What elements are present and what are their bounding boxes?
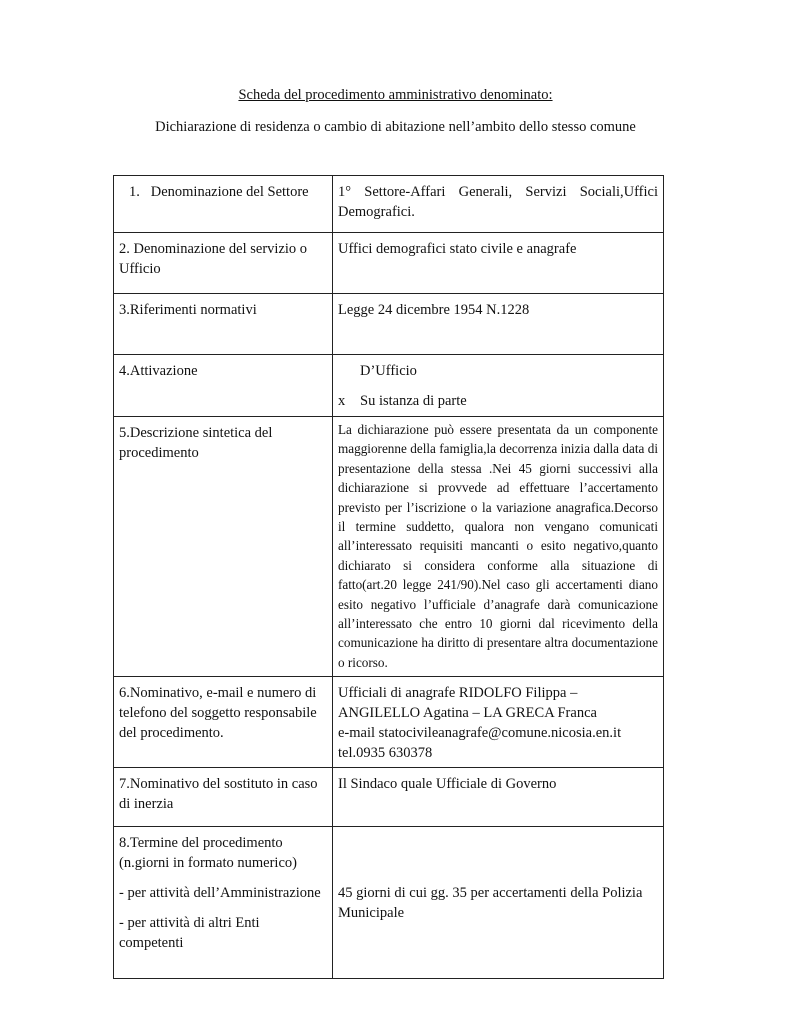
- table-row: [114, 233, 664, 294]
- option-istanza-di-parte: x Su istanza di parte: [338, 393, 467, 409]
- table-row: [114, 677, 664, 768]
- table-row: [114, 417, 664, 677]
- row-value-descrizione: La dichiarazione può essere presentata da un componente maggiorenne della famiglia,la decorrenza inizia dalla data di presentazione della stessa .Nei 45 giorni successivi alla dichiarazione si provvede ad effettuare l’accertamento previsto per l’iscrizione o la variazione anagrafica.Decorso il termine suddetto, qualora non vengano comunicati all’interessato requisiti mancanti o esito negativo,quanto dichiarato si considera conforme alla situazione di fatto(art.20 legge 241/90).Nel caso gli accertamenti diano esito negativo l’ufficiale d’anagrafe darà comunicazione all’interessato che entro 10 giorni dal ricevimento della comunicazione ha diritto di presentare altra documentazione o ricorso.: [333, 417, 664, 677]
- row-label-attivazione: 4.Attivazione: [114, 355, 333, 417]
- row-label-responsabile: 6.Nominativo, e-mail e numero di telefono del soggetto responsabile del procedimento.: [114, 677, 333, 768]
- row-label-riferimenti: 3.Riferimenti normativi: [114, 294, 333, 355]
- row-label-settore: 1. Denominazione del Settore: [114, 176, 333, 233]
- responsible-names-line: ANGILELLO Agatina – LA GRECA Franca: [338, 705, 597, 722]
- row-value-termine: 45 giorni di cui gg. 35 per accertamenti della Polizia Municipale: [333, 827, 664, 979]
- sub-amministrazione: - per attività dell’Amministrazione: [119, 885, 321, 902]
- option-mark: x: [338, 393, 346, 409]
- row-value-riferimenti: Legge 24 dicembre 1954 N.1228: [333, 294, 664, 355]
- row-value-sostituto: Il Sindaco quale Ufficiale di Governo: [333, 768, 664, 827]
- row-label-servizio: 2. Denominazione del servizio o Ufficio: [114, 233, 333, 294]
- row-value-responsabile: [333, 677, 664, 768]
- table-row: [114, 768, 664, 827]
- table-row: [114, 294, 664, 355]
- document-subtitle: Dichiarazione di residenza o cambio di abitazione nell’ambito dello stesso comune: [155, 119, 636, 135]
- responsible-names-line: Ufficiali di anagrafe RIDOLFO Filippa –: [338, 685, 578, 702]
- sub-altri-enti: - per attività di altri Enti competenti: [119, 915, 260, 952]
- procedure-table: [113, 175, 664, 979]
- option-d-ufficio: D’Ufficio: [360, 363, 417, 379]
- row-label-sostituto: 7.Nominativo del sostituto in caso di inerzia: [114, 768, 333, 827]
- row-label-termine: 8.Termine del procedimento (n.giorni in formato numerico) - per attività dell’Amministrazione - per attività di altri Enti competenti: [114, 827, 333, 979]
- table-row: [114, 176, 664, 233]
- table-row: [114, 355, 664, 417]
- row-label-descrizione: 5.Descrizione sintetica del procedimento: [114, 417, 333, 677]
- row-value-attivazione: [333, 355, 664, 417]
- row-value-settore: 1° Settore-Affari Generali, Servizi Sociali,Uffici Demografici.: [333, 176, 664, 233]
- table-row: [114, 827, 664, 979]
- responsible-phone: tel.0935 630378: [338, 745, 433, 762]
- responsible-email: e-mail statocivileanagrafe@comune.nicosia.en.it: [338, 725, 622, 742]
- document-title: Scheda del procedimento amministrativo denominato:: [238, 87, 553, 103]
- row-value-servizio: Uffici demografici stato civile e anagrafe: [333, 233, 664, 294]
